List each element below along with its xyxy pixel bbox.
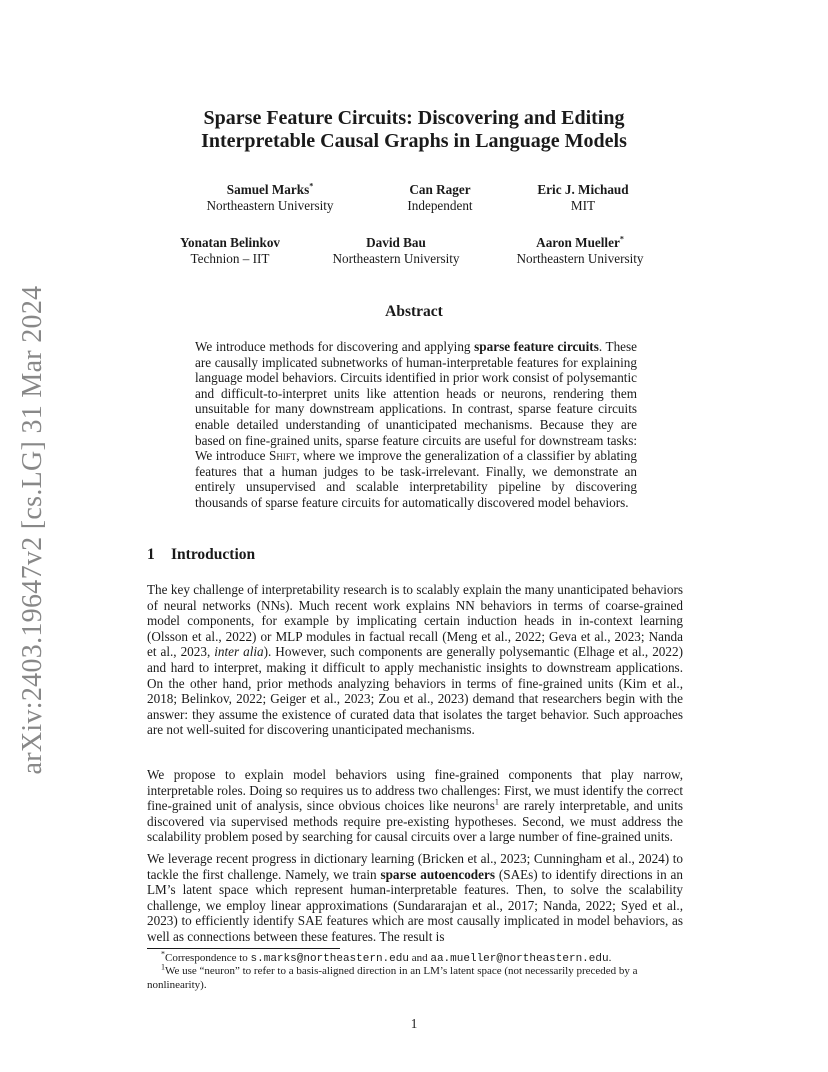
intro-paragraph-3: We leverage recent progress in dictionary learning (Bricken et al., 2023; Cunningham et al., 2024) to tackle the first challenge. Namely, we train sparse autoencoders (SAEs) to identify directions in an LM’s latent space which represent human-interpretable features. Then, to solve the scalability challenge, we employ linear approximations (Sundararajan et al., 2017; Nanda, 2022; Syed et al., 2023) to efficiently identify SAE features which are most causally implicated in model behaviors, as well as connections between these features. The result is — [147, 851, 683, 944]
footnote-neuron: $^1$We use “neuron” to refer to a basis-aligned direction in an LM’s latent space (not necessarily preceded by a nonlinearity). — [147, 962, 638, 991]
email-link[interactable]: aa.mueller@northeastern.edu — [430, 953, 609, 965]
section-number: 1 — [147, 546, 155, 563]
author-name: David Bau — [366, 235, 426, 250]
intro-paragraph-1: The key challenge of interpretability research is to scalably explain the many unanticipated behaviors of neural networks (NNs). Much recent work explains NN behaviors in terms of coarse-grained model components, for example by implicating certain induction heads in in-context learning (Olsson et al., 2022) or MLP modules in factual recall (Meng et al., 2022; Geva et al., 2023; Nanda et al., 2023, inter alia). However, such components are generally polysemantic (Elhage et al., 2022) and hard to interpret, making it difficult to apply mechanistic insights to downstream applications. On the other hand, prior methods analyzing behaviors in terms of fine-grained units (Kim et al., 2018; Belinkov, 2022; Geiger et al., 2023; Zou et al., 2023) demand that researchers begin with the answer: they assume the existence of curated data that isolates the target behavior. Such approaches are not well-suited for discovering unanticipated mechanisms. — [147, 582, 683, 738]
footnote-correspondence: *Correspondence to s.marks@northeastern.edu and aa.mueller@northeastern.edu. — [161, 949, 612, 965]
abstract-heading: Abstract — [385, 303, 443, 320]
author-name: Can Rager — [409, 182, 471, 197]
author-block — [180, 182, 360, 214]
author-block — [306, 235, 486, 267]
section-heading — [147, 546, 255, 564]
abstract-body: We introduce methods for discovering and applying sparse feature circuits. These are causally implicated subnetworks of human-interpretable features for explaining language model behaviors. Circuits identified in prior work consist of polysemantic and difficult-to-interpret units like attention heads or neurons, rendering them unsuitable for many downstream applications. In contrast, sparse feature circuits enable detailed understanding of unanticipated mechanisms. Because they are based on fine-grained units, sparse feature circuits are useful for downstream tasks: We introduce Shift, where we improve the generalization of a classifier by ablating features that a human judges to be task-irrelevant. Finally, we demonstrate an entirely unsupervised and scalable interpretability pipeline by discovering thousands of sparse feature circuits for automatically discovered model behaviors. — [195, 339, 638, 510]
section-title: Introduction — [171, 546, 256, 563]
author-block — [513, 182, 653, 214]
paper-title — [148, 107, 680, 153]
footnote-ref[interactable]: 1 — [494, 797, 499, 807]
author-block — [160, 235, 300, 267]
author-name: Aaron Mueller* — [536, 234, 624, 250]
author-name: Eric J. Michaud — [537, 182, 629, 197]
intro-paragraph-2: We propose to explain model behaviors using fine-grained components that play narrow, interpretable roles. Doing so requires us to address two challenges: First, we must identify the correct fine-grained unit of analysis, since obvious choices like neurons$^1$ are rarely interpretable, and units discovered via supervised methods require pre-existing hypotheses. Second, we must address the scalability problem posed by searching for causal circuits over a large number of fine-grained units. — [147, 767, 683, 845]
author-name: Samuel Marks* — [226, 181, 314, 197]
arxiv-stamp-text: arXiv:2403.19647v2 [cs.LG] 31 Mar 2024 — [17, 285, 48, 775]
author-block — [370, 182, 510, 214]
title-line-2: Interpretable Causal Graphs in Language Models — [201, 130, 627, 152]
author-affiliation: Independent — [407, 198, 473, 213]
author-name: Yonatan Belinkov — [179, 235, 281, 250]
author-affiliation: MIT — [570, 198, 596, 213]
page-number: 1 — [410, 1016, 418, 1031]
arxiv-stamp — [13, 285, 53, 775]
email-link[interactable]: s.marks@northeastern.edu — [250, 953, 409, 965]
author-affiliation: Northeastern University — [516, 251, 644, 266]
title-line-1: Sparse Feature Circuits: Discovering and Editing — [203, 107, 625, 129]
footnote-divider — [147, 948, 340, 949]
author-affiliation: Northeastern University — [206, 198, 334, 213]
author-affiliation: Technion – IIT — [190, 251, 270, 266]
author-block — [490, 235, 670, 267]
author-affiliation: Northeastern University — [332, 251, 460, 266]
